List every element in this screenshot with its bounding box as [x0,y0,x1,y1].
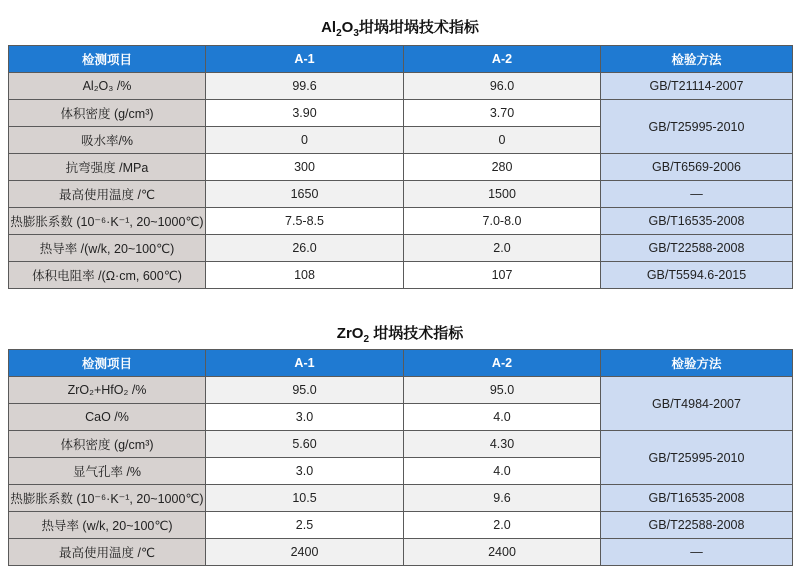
table-row [9,73,793,100]
row-item: 吸水率/% [9,127,206,154]
row-a2: 280 [404,154,601,181]
header-a2: A-2 [404,350,601,377]
table-row [9,431,793,458]
header-a1: A-1 [206,46,404,73]
table-row [9,235,793,262]
row-a1: 2.5 [206,512,404,539]
header-method: 检验方法 [601,46,793,73]
row-a1: 0 [206,127,404,154]
row-a1: 3.0 [206,458,404,485]
row-a2: 96.0 [404,73,601,100]
row-item: 热导率 (w/k, 20~100℃) [9,512,206,539]
row-method: — [601,539,793,566]
row-a2: 9.6 [404,485,601,512]
row-a1: 95.0 [206,377,404,404]
row-a2: 1500 [404,181,601,208]
row-item: 体积电阻率 /(Ω·cm, 600℃) [9,262,206,289]
row-item: 热膨胀系数 (10⁻⁶·K⁻¹, 20~1000℃) [9,208,206,235]
row-a2: 2.0 [404,512,601,539]
row-item: 热导率 /(w/k, 20~100℃) [9,235,206,262]
row-a2: 3.70 [404,100,601,127]
zro2-spec-table [8,349,793,566]
row-method: GB/T16535-2008 [601,208,793,235]
table-row [9,100,793,127]
header-method: 检验方法 [601,350,793,377]
row-item: 最高使用温度 /℃ [9,539,206,566]
row-item: 显气孔率 /% [9,458,206,485]
row-a2: 2400 [404,539,601,566]
row-a2: 4.0 [404,458,601,485]
table2-title: ZrO$_2$ 坩埚技术指标 [336,325,464,345]
row-item: Al₂O₃ /% [9,73,206,100]
row-method: GB/T16535-2008 [601,485,793,512]
row-item: 体积密度 (g/cm³) [9,431,206,458]
table1-title: $Al_2O_3$坩埚坩埚技术指标 [321,19,479,39]
header-a1: A-1 [206,350,404,377]
row-a1: 108 [206,262,404,289]
row-item: 最高使用温度 /℃ [9,181,206,208]
row-method: GB/T22588-2008 [601,512,793,539]
row-a2: 2.0 [404,235,601,262]
row-item: ZrO₂+HfO₂ /% [9,377,206,404]
row-a2: 4.0 [404,404,601,431]
row-a2: 95.0 [404,377,601,404]
row-a1: 3.0 [206,404,404,431]
header-item: 检测项目 [9,350,206,377]
row-item: CaO /% [9,404,206,431]
table-row [9,539,793,566]
row-a2: 0 [404,127,601,154]
row-method: GB/T4984-2007 [601,377,793,431]
row-method: GB/T25995-2010 [601,100,793,154]
row-method: GB/T5594.6-2015 [601,262,793,289]
table-row [9,181,793,208]
row-a1: 26.0 [206,235,404,262]
al2o3-spec-table [8,45,793,289]
table-row [9,512,793,539]
row-method: GB/T21114-2007 [601,73,793,100]
row-a1: 10.5 [206,485,404,512]
table-header-row [9,350,793,377]
table-row [9,485,793,512]
row-method: GB/T22588-2008 [601,235,793,262]
row-item: 抗弯强度 /MPa [9,154,206,181]
row-a1: 99.6 [206,73,404,100]
row-a1: 300 [206,154,404,181]
table-row [9,208,793,235]
row-a1: 1650 [206,181,404,208]
table-header-row [9,46,793,73]
row-item: 热膨胀系数 (10⁻⁶·K⁻¹, 20~1000℃) [9,485,206,512]
header-a2: A-2 [404,46,601,73]
row-a1: 7.5-8.5 [206,208,404,235]
row-a1: 2400 [206,539,404,566]
row-a1: 3.90 [206,100,404,127]
row-method: GB/T25995-2010 [601,431,793,485]
row-method: — [601,181,793,208]
table-row [9,262,793,289]
row-method: GB/T6569-2006 [601,154,793,181]
row-a2: 4.30 [404,431,601,458]
header-item: 检测项目 [9,46,206,73]
row-item: 体积密度 (g/cm³) [9,100,206,127]
row-a2: 107 [404,262,601,289]
table-row [9,377,793,404]
row-a1: 5.60 [206,431,404,458]
table-row [9,154,793,181]
row-a2: 7.0-8.0 [404,208,601,235]
